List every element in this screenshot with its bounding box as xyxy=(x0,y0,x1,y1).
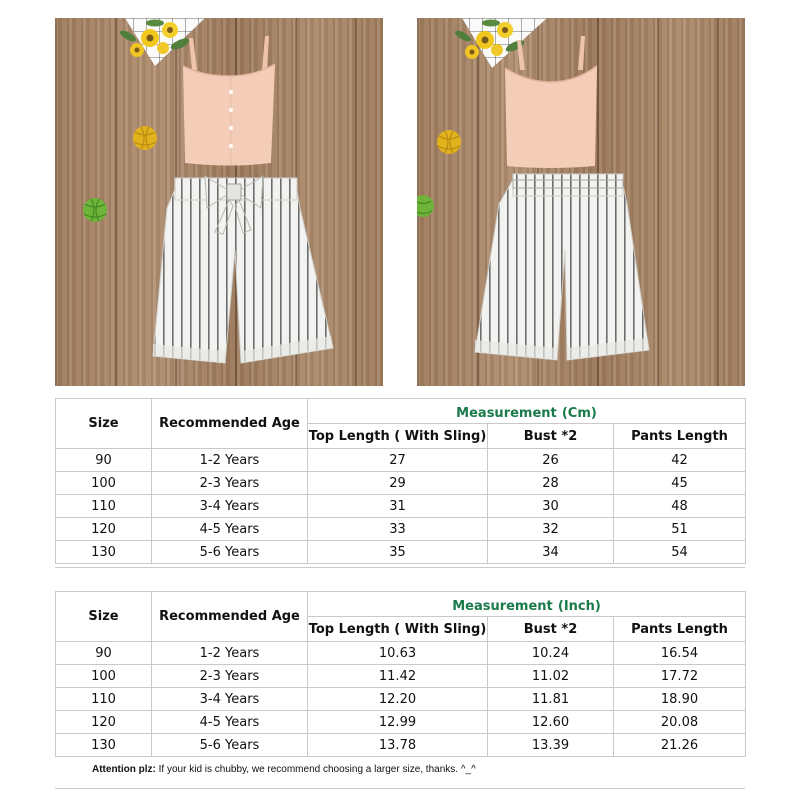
top-length-cell: 12.20 xyxy=(308,688,488,711)
age-cell: 5-6 Years xyxy=(152,734,308,757)
green-ball xyxy=(83,198,107,222)
bust-header: Bust *2 xyxy=(488,617,614,642)
green-ball xyxy=(417,195,434,217)
pants-length-cell: 16.54 xyxy=(614,642,746,665)
size-cell: 90 xyxy=(56,449,152,472)
size-cell: 100 xyxy=(56,665,152,688)
pants-length-cell: 20.08 xyxy=(614,711,746,734)
bust-cell: 10.24 xyxy=(488,642,614,665)
table-row xyxy=(56,518,746,541)
bust-cell: 30 xyxy=(488,495,614,518)
age-header: Recommended Age xyxy=(152,592,308,642)
table-row xyxy=(56,642,746,665)
bust-cell: 32 xyxy=(488,518,614,541)
size-cell: 90 xyxy=(56,642,152,665)
pants-length-header: Pants Length xyxy=(614,617,746,642)
measurement-label: Measurement xyxy=(456,405,557,421)
bust-cell: 11.81 xyxy=(488,688,614,711)
table-bottom-border xyxy=(55,788,745,789)
bust-header: Bust *2 xyxy=(488,424,614,449)
yellow-ball xyxy=(437,130,461,154)
top-length-header: Top Length ( With Sling) xyxy=(308,424,488,449)
top-length-cell: 31 xyxy=(308,495,488,518)
bust-cell: 11.02 xyxy=(488,665,614,688)
top-length-cell: 29 xyxy=(308,472,488,495)
top-length-cell: 27 xyxy=(308,449,488,472)
size-header: Size xyxy=(56,592,152,642)
measurement-header xyxy=(308,399,746,424)
size-cell: 130 xyxy=(56,734,152,757)
size-chart-inch xyxy=(55,591,746,757)
table-row xyxy=(56,734,746,757)
age-cell: 2-3 Years xyxy=(152,665,308,688)
table-row xyxy=(56,688,746,711)
striped-pants xyxy=(153,178,333,363)
top-length-cell: 10.63 xyxy=(308,642,488,665)
age-cell: 3-4 Years xyxy=(152,688,308,711)
age-cell: 2-3 Years xyxy=(152,472,308,495)
attention-note xyxy=(92,764,476,775)
pants-length-cell: 45 xyxy=(614,472,746,495)
bust-cell: 12.60 xyxy=(488,711,614,734)
table-row xyxy=(56,472,746,495)
measurement-unit: (Cm) xyxy=(561,405,597,421)
pants-length-cell: 54 xyxy=(614,541,746,564)
bust-cell: 26 xyxy=(488,449,614,472)
top-length-cell: 12.99 xyxy=(308,711,488,734)
age-header: Recommended Age xyxy=(152,399,308,449)
pants-length-cell: 51 xyxy=(614,518,746,541)
size-header: Size xyxy=(56,399,152,449)
pants-length-cell: 48 xyxy=(614,495,746,518)
pants-length-cell: 17.72 xyxy=(614,665,746,688)
top-length-cell: 35 xyxy=(308,541,488,564)
yellow-ball xyxy=(133,126,157,150)
peach-tank-top xyxy=(183,36,275,166)
age-cell: 5-6 Years xyxy=(152,541,308,564)
table-divider xyxy=(55,567,745,568)
pants-length-cell: 42 xyxy=(614,449,746,472)
table-row xyxy=(56,495,746,518)
table-row xyxy=(56,449,746,472)
size-cell: 100 xyxy=(56,472,152,495)
top-length-cell: 33 xyxy=(308,518,488,541)
measurement-unit: (Inch) xyxy=(557,598,601,614)
age-cell: 1-2 Years xyxy=(152,449,308,472)
pants-length-cell: 18.90 xyxy=(614,688,746,711)
top-length-cell: 13.78 xyxy=(308,734,488,757)
pants-length-header: Pants Length xyxy=(614,424,746,449)
bust-cell: 13.39 xyxy=(488,734,614,757)
measurement-header xyxy=(308,592,746,617)
size-chart-cm xyxy=(55,398,746,564)
age-cell: 4-5 Years xyxy=(152,711,308,734)
age-cell: 1-2 Years xyxy=(152,642,308,665)
table-row xyxy=(56,541,746,564)
age-cell: 4-5 Years xyxy=(152,518,308,541)
size-cell: 120 xyxy=(56,711,152,734)
measurement-label: Measurement xyxy=(452,598,553,614)
bust-cell: 34 xyxy=(488,541,614,564)
attention-label: Attention plz: xyxy=(92,764,156,775)
bust-cell: 28 xyxy=(488,472,614,495)
size-cell: 120 xyxy=(56,518,152,541)
table-row xyxy=(56,711,746,734)
peach-tank-top xyxy=(505,36,597,168)
size-cell: 130 xyxy=(56,541,152,564)
top-length-header: Top Length ( With Sling) xyxy=(308,617,488,642)
attention-text: If your kid is chubby, we recommend choosing a larger size, thanks. ^_^ xyxy=(155,764,476,775)
size-cell: 110 xyxy=(56,495,152,518)
striped-pants xyxy=(475,174,649,360)
top-length-cell: 11.42 xyxy=(308,665,488,688)
product-photo-front xyxy=(55,18,383,386)
product-photo-back xyxy=(417,18,745,386)
age-cell: 3-4 Years xyxy=(152,495,308,518)
pants-length-cell: 21.26 xyxy=(614,734,746,757)
size-cell: 110 xyxy=(56,688,152,711)
table-row xyxy=(56,665,746,688)
